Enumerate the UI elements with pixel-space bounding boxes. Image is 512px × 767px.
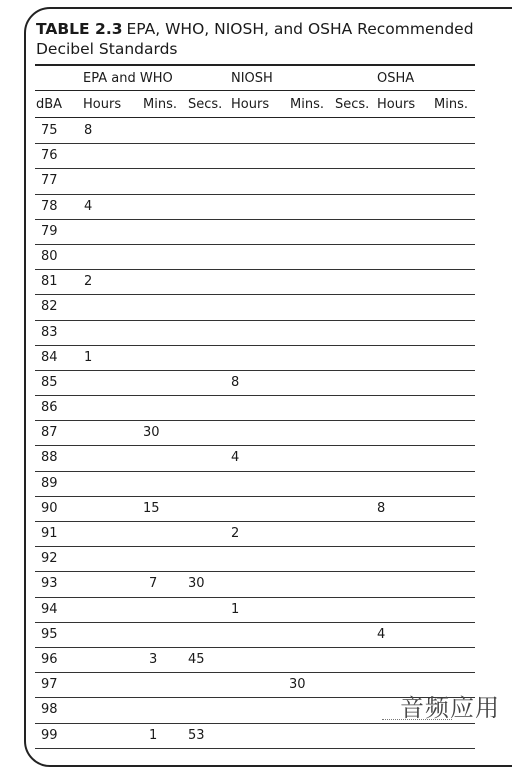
table-row [35, 119, 475, 144]
cell-epa-hours: 1 [84, 349, 93, 365]
table-row [35, 421, 475, 446]
cell-dba: 78 [41, 198, 58, 214]
cell-dba: 88 [41, 450, 58, 466]
table-row [35, 446, 475, 471]
top-rule [35, 64, 475, 66]
cell-dba: 97 [41, 677, 58, 693]
cell-epa-secs: 53 [188, 727, 205, 743]
cell-dba: 83 [41, 324, 58, 340]
cell-epa-secs: 45 [188, 651, 205, 667]
table-title: EPA, WHO, NIOSH, and OSHA Recommended Decibel Standards [36, 20, 474, 58]
table-row [35, 195, 475, 220]
cell-dba: 75 [41, 123, 58, 138]
cell-dba: 94 [41, 601, 58, 617]
col-header-epa-hours: Hours [83, 97, 122, 112]
cell-epa-hours: 4 [84, 198, 93, 214]
header-rule [35, 117, 475, 118]
col-header-epa-secs: Secs. [188, 97, 223, 112]
column-group-header [35, 68, 475, 90]
cell-dba: 89 [41, 475, 58, 491]
col-header-niosh-secs: Secs. [335, 97, 370, 112]
cell-epa-mins: 15 [143, 500, 160, 516]
col-header-osha-mins: Mins. [434, 97, 468, 112]
cell-dba: 80 [41, 248, 58, 264]
table-row [35, 295, 475, 320]
table-row [35, 724, 475, 749]
table-row [35, 371, 475, 396]
table-row [35, 572, 475, 597]
table-row [35, 598, 475, 623]
cell-dba: 99 [41, 727, 58, 743]
column-header [35, 94, 475, 116]
table-row [35, 270, 475, 295]
cell-osha-hours: 4 [377, 626, 386, 642]
table-row [35, 547, 475, 572]
cell-epa-mins: 7 [149, 576, 158, 592]
table-body [35, 119, 475, 749]
cell-epa-hours: 8 [84, 123, 93, 138]
cell-dba: 82 [41, 299, 58, 315]
cell-epa-hours: 2 [84, 274, 93, 290]
cell-dba: 77 [41, 173, 58, 189]
group-rule [35, 90, 475, 91]
cell-dba: 76 [41, 148, 58, 164]
table-row [35, 396, 475, 421]
cell-niosh-hours: 1 [231, 601, 240, 617]
cell-niosh-hours: 8 [231, 374, 240, 390]
table-row [35, 321, 475, 346]
cell-dba: 92 [41, 551, 58, 567]
group-osha: OSHA [377, 71, 415, 86]
table-row [35, 522, 475, 547]
cell-epa-mins: 30 [143, 425, 160, 441]
cell-niosh-hours: 4 [231, 450, 240, 466]
watermark-logo: 音频应用 [400, 694, 500, 722]
cell-dba: 98 [41, 702, 58, 718]
table-row [35, 144, 475, 169]
table-row [35, 245, 475, 270]
watermark-underline [382, 719, 452, 720]
col-header-niosh-hours: Hours [231, 97, 270, 112]
col-header-epa-mins: Mins. [143, 97, 177, 112]
col-header-osha-hours: Hours [377, 97, 416, 112]
cell-dba: 87 [41, 425, 58, 441]
cell-dba: 95 [41, 626, 58, 642]
table-row [35, 623, 475, 648]
group-epa-who: EPA and WHO [83, 71, 173, 86]
table-caption [36, 19, 476, 59]
cell-dba: 91 [41, 526, 58, 541]
cell-dba: 81 [41, 274, 58, 290]
cell-dba: 86 [41, 400, 58, 416]
table-label: TABLE 2.3 [36, 20, 123, 38]
table-row [35, 472, 475, 497]
cell-dba: 85 [41, 374, 58, 390]
col-header-niosh-mins: Mins. [290, 97, 324, 112]
table-row [35, 169, 475, 194]
cell-niosh-hours: 2 [231, 526, 240, 541]
cell-dba: 93 [41, 576, 58, 592]
cell-epa-mins: 3 [149, 651, 158, 667]
cell-dba: 84 [41, 349, 58, 365]
table-row [35, 346, 475, 371]
table-row [35, 648, 475, 673]
cell-epa-secs: 30 [188, 576, 205, 592]
table-row [35, 220, 475, 245]
cell-niosh-mins: 30 [289, 677, 306, 693]
table-row [35, 497, 475, 522]
col-header-dba: dBA [36, 97, 63, 112]
group-niosh: NIOSH [231, 71, 273, 86]
cell-osha-hours: 8 [377, 500, 386, 516]
cell-epa-mins: 1 [149, 727, 158, 743]
cell-dba: 96 [41, 651, 58, 667]
cell-dba: 90 [41, 500, 58, 516]
cell-dba: 79 [41, 223, 58, 239]
